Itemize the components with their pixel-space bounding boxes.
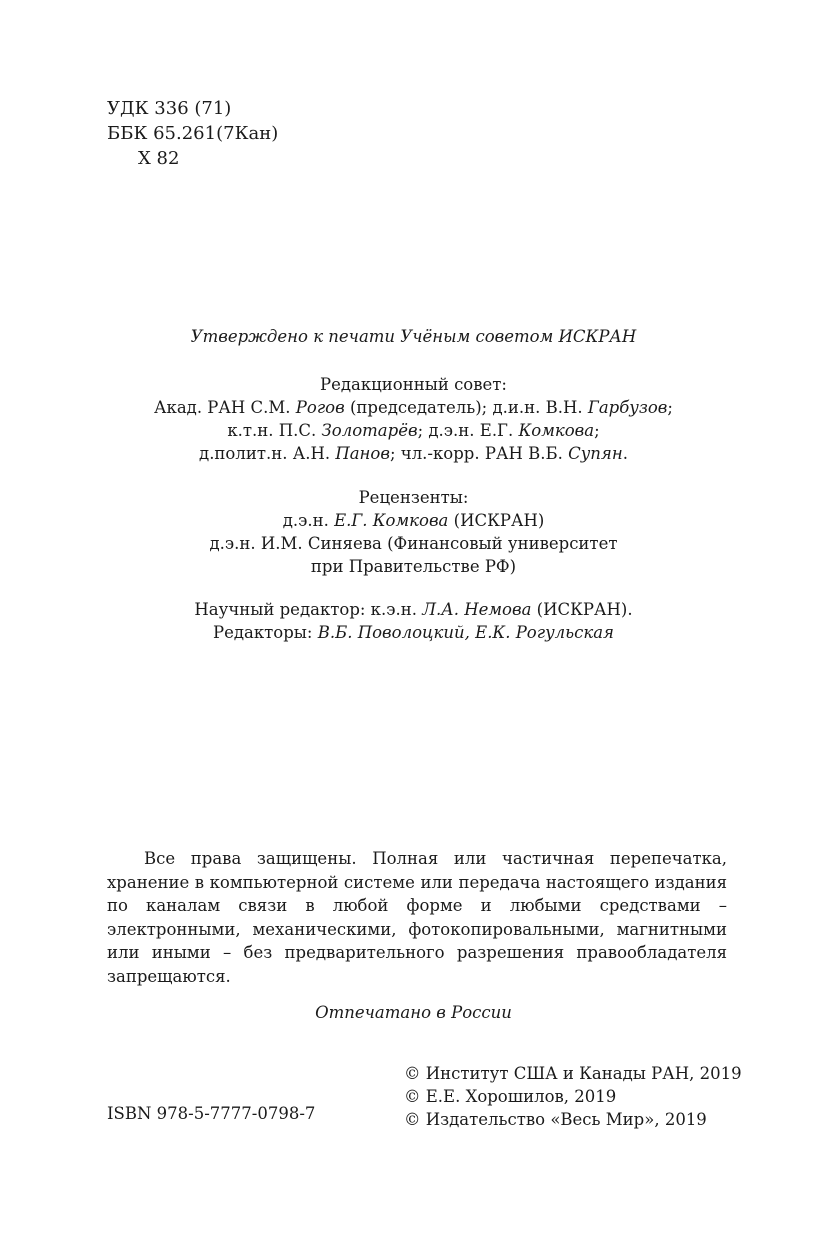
- bbk-code: ББК 65.261(7Кан): [107, 123, 279, 144]
- classification-block: [107, 96, 278, 171]
- reviewer-line: д.э.н. Е.Г. Комкова (ИСКРАН): [282, 511, 545, 530]
- scientific-editor-line: Научный редактор: к.э.н. Л.А. Немова (ИСКРАН).: [194, 600, 633, 619]
- isbn: ISBN 978-5-7777-0798-7: [107, 1104, 316, 1123]
- editorial-board-line: д.полит.н. А.Н. Панов; чл.-корр. РАН В.Б. Супян.: [199, 444, 628, 463]
- editorial-board-heading: Редакционный совет:: [319, 375, 507, 394]
- author-mark: Х 82: [138, 148, 180, 169]
- reviewer-line: при Правительстве РФ): [310, 557, 517, 576]
- printed-in-russia: Отпечатано в России: [315, 1003, 512, 1022]
- editorial-board: [107, 373, 720, 465]
- approval-note: Утверждено к печати Учёным советом ИСКРАН: [190, 327, 637, 346]
- reviewers-block: [107, 486, 720, 578]
- editors-line: Редакторы: В.Б. Поволоцкий, Е.К. Рогульская: [213, 623, 614, 642]
- reviewers-heading: Рецензенты:: [358, 488, 469, 507]
- copyright-line: © Е.Е. Хорошилов, 2019: [404, 1087, 617, 1106]
- copyright-line: © Институт США и Канады РАН, 2019: [404, 1064, 742, 1083]
- udk-code: УДК 336 (71): [107, 98, 232, 119]
- reviewer-line: д.э.н. И.М. Синяева (Финансовый университет: [209, 534, 618, 553]
- copyright-block: [404, 1062, 742, 1131]
- editorial-board-line: Акад. РАН С.М. Рогов (председатель); д.и.н. В.Н. Гарбузов;: [154, 398, 673, 417]
- editors-block: [107, 598, 720, 644]
- rights-notice: [107, 847, 727, 988]
- editorial-board-line: к.т.н. П.С. Золотарёв; д.э.н. Е.Г. Комкова;: [227, 421, 600, 440]
- copyright-line: © Издательство «Весь Мир», 2019: [404, 1110, 707, 1129]
- rights-paragraph: Все права защищены. Полная или частичная перепечатка, хранение в компьютерной системе или передача настоящего издания по каналам связи в любой форме и любыми средствами – электронными, механическими, фотокопировальными, магнитными или иными – без предварительного разрешения правообладателя запрещаются.: [107, 849, 727, 986]
